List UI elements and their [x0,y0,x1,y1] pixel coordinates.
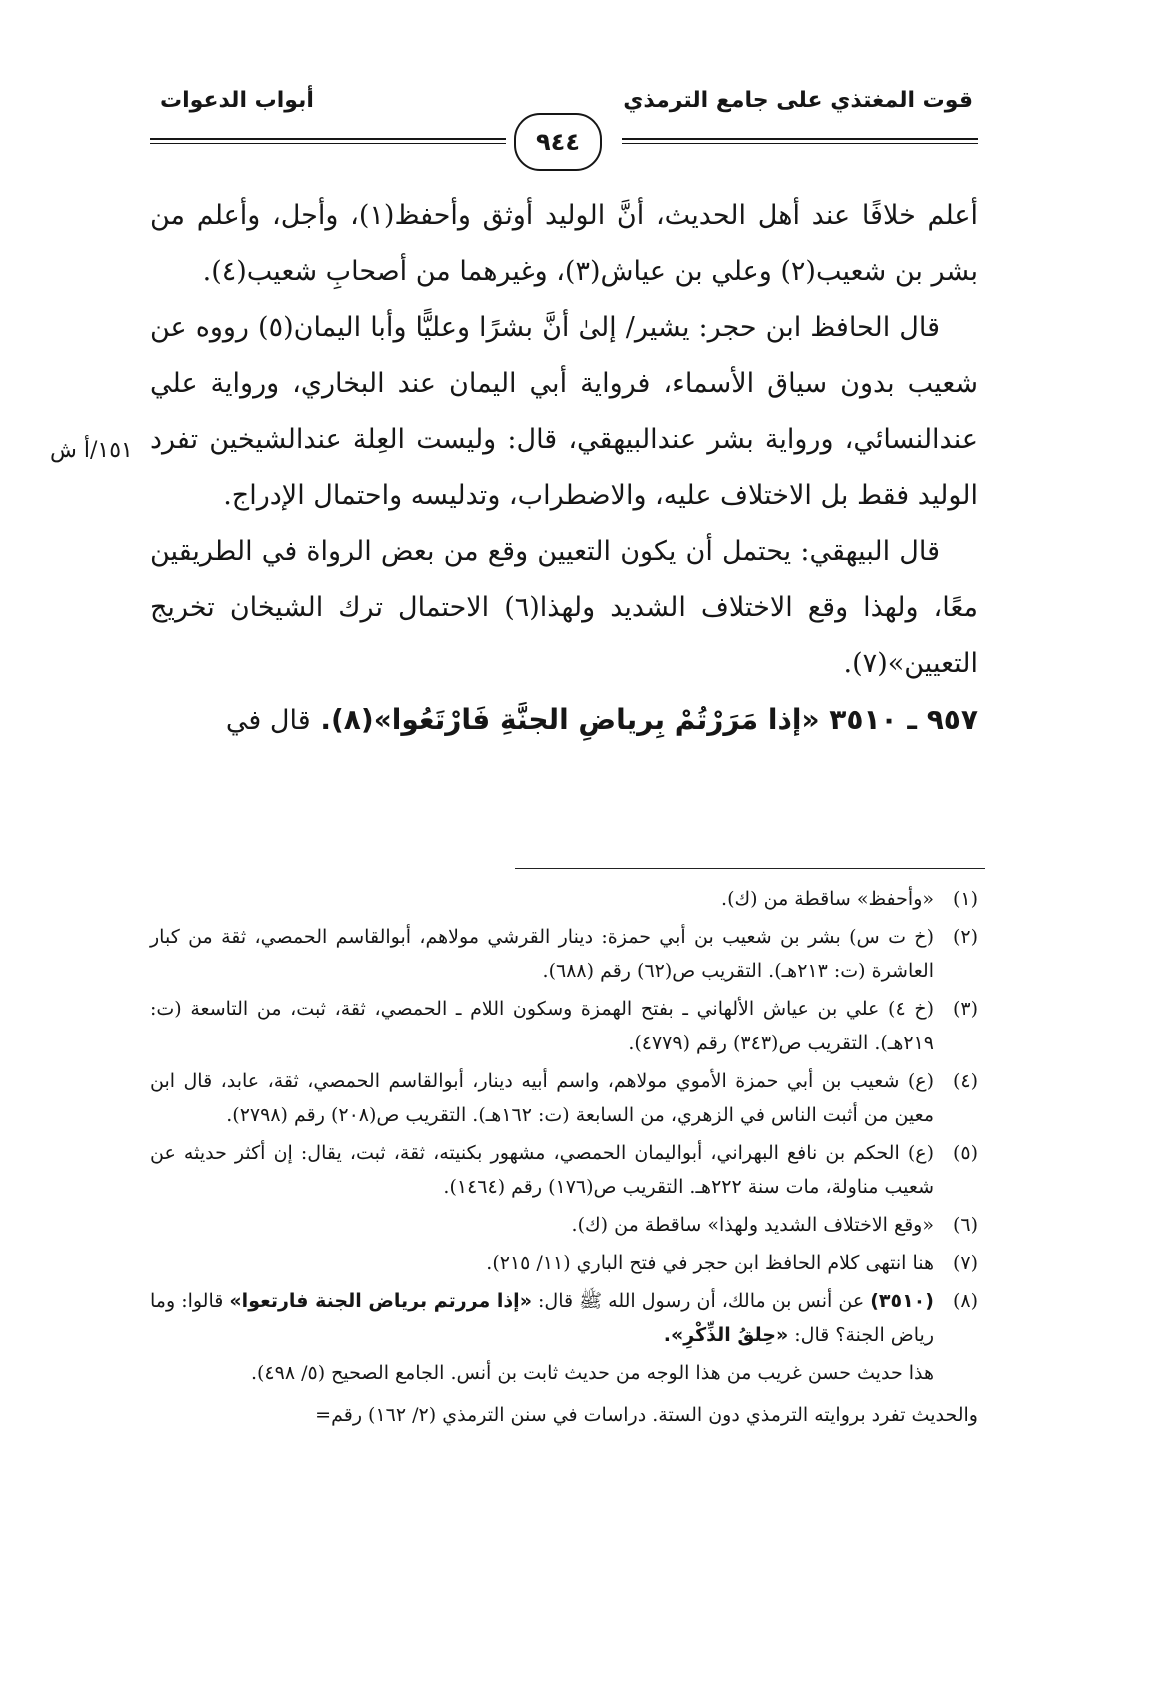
header-rule-right [622,138,978,140]
footnotes [150,882,978,1432]
hadith-number: ٩٥٧ ـ ٣٥١٠ [829,703,978,736]
footnote-number: (٣) [952,998,978,1020]
footnote-8-continuation: هذا حديث حسن غريب من هذا الوجه من حديث ثابت بن أنس. الجامع الصحيح (٥/ ٤٩٨). [250,1362,934,1384]
footnote-4 [150,1064,978,1132]
book-title: قوت المغتذي على جامع الترمذي [623,88,973,113]
paragraph-1: أعلم خلافًا عند أهل الحديث، أنَّ الوليد أوثق وأحفظ(١)، وأجل، وأعلم من بشر بن شعيب(٢) وعلي بن عياش(٣)، وغيرهما من أصحابِ شعيب(٤). [150,200,978,287]
footnote-5 [150,1136,978,1204]
margin-note: ١٥١/أ ش [50,438,133,463]
chapter-title: أبواب الدعوات [160,88,314,113]
header-rule-left [150,138,506,140]
hadith-quote: «إذا مررتم برياض الجنة فارتعوا» [229,1290,532,1312]
footnote-number: (٥) [952,1142,978,1164]
heading-continuation: قال في [225,705,311,736]
footnote-number: (٧) [952,1252,978,1274]
footnote-3 [150,992,978,1060]
paragraph-2: قال الحافظ ابن حجر: يشير/ إلىٰ أنَّ بشرًا وعليًّا وأبا اليمان(٥) رووه عن شعيب بدون سياق الأسماء، فرواية أبي اليمان عند البخاري، ورواية علي عندالنسائي، ورواية بشر عندالبيهقي، قال: وليست العِلة عندالشيخين تفرد الوليد فقط بل الاختلاف عليه، والاضطراب، وتدليسه واحتمال الإدراج. [150,312,978,511]
hadith-text: «إذا مَرَرْتُمْ بِرياضِ الجنَّةِ فَارْتَعُوا»(٨). [320,703,820,736]
main-text [150,188,978,749]
footnote-text: «وأحفظ» ساقطة من (ك). [721,888,934,910]
footnote-8 [150,1284,978,1352]
footnote-number: (٢) [952,926,978,948]
hadith-ref: (٣٥١٠) [870,1290,934,1312]
footnote-number: (٤) [952,1070,978,1092]
footnote-separator [515,868,985,869]
footnote-6 [150,1208,978,1242]
footnote-text: «وقع الاختلاف الشديد ولهذا» ساقطة من (ك). [571,1214,934,1236]
footnote-text: (خ ت س) بشر بن شعيب بن أبي حمزة: دينار القرشي مولاهم، أبوالقاسم الحمصي، ثقة من كبار العاشرة (ت: ٢١٣هـ). التقريب ص(٦٢) رقم (٦٨٨). [150,926,934,982]
footnote-tail: والحديث تفرد بروايته الترمذي دون الستة. دراسات في سنن الترمذي (٢/ ١٦٢) رقم= [315,1404,978,1426]
footnote-number: (٦) [952,1214,978,1236]
footnote-1 [150,882,978,916]
footnote-text: (ع) شعيب بن أبي حمزة الأموي مولاهم، واسم أبيه دينار، أبوالقاسم الحمصي، ثقة، عابد، قال ابن معين من أثبت الناس في الزهري، من السابعة (ت: ١٦٢هـ). التقريب ص(٢٠٨) رقم (٢٧٩٨). [150,1070,934,1126]
footnote-text: (ع) الحكم بن نافع البهراني، أبواليمان الحمصي، مشهور بكنيته، ثقة، ثبت، يقال: إن أكثر حديثه عن شعيب مناولة، مات سنة ٢٢٢هـ. التقريب ص(١٧٦) رقم (١٤٦٤). [150,1142,934,1198]
hadith-answer: «حِلقُ الذِّكْرِ». [663,1324,789,1346]
footnote-number: (٨) [952,1290,978,1312]
footnote-text: (٣٥١٠) عن أنس بن مالك، أن رسول الله ﷺ قال: «إذا مررتم برياض الجنة فارتعوا» قالوا: وما رياض الجنة؟ قال: «حِلقُ الذِّكْرِ». [150,1290,934,1346]
footnote-number: (١) [952,888,978,910]
paragraph-3: قال البيهقي: يحتمل أن يكون التعيين وقع من بعض الرواة في الطريقين معًا، ولهذا وقع الاختلاف الشديد ولهذا(٦) الاحتمال ترك الشيخان تخريج التعيين»(٧). [150,536,978,679]
footnote-2 [150,920,978,988]
footnote-text: هنا انتهى كلام الحافظ ابن حجر في فتح الباري (١١/ ٢١٥). [486,1252,934,1274]
footnote-7 [150,1246,978,1280]
footnote-text: (خ ٤) علي بن عياش الألهاني ـ بفتح الهمزة وسكون اللام ـ الحمصي، ثقة، ثبت، من التاسعة (ت: ٢١٩هـ). التقريب ص(٣٤٣) رقم (٤٧٧٩). [150,998,934,1054]
page-number: ٩٤٤ [514,113,602,171]
hadith-heading [150,692,978,749]
